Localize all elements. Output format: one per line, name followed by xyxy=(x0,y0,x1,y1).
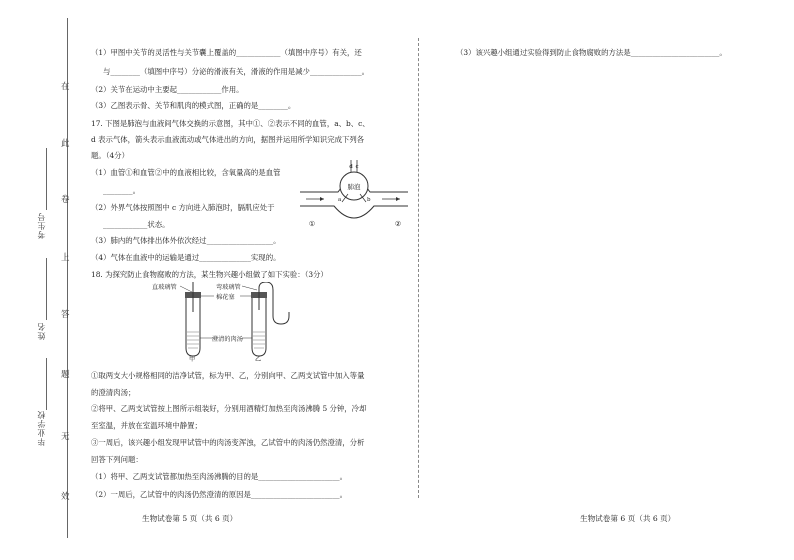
alveolus-label: 肺泡 xyxy=(347,183,361,191)
school-fill-line xyxy=(46,358,47,410)
label-broth: 澄清的肉汤 xyxy=(212,336,243,343)
label-yi: 乙 xyxy=(255,356,262,363)
q17-stem-line2: d 表示气体，箭头表示血液流动或气体进出的方向，据图并运用所学知识完成下列各 xyxy=(91,135,365,144)
q18-step3-line1: ③一周后，该兴趣小组发现甲试管中的肉汤变浑浊，乙试管中的肉汤仍然澄清，分析 xyxy=(91,438,365,447)
broth-yi xyxy=(253,332,265,348)
q18-step3-line2: 回答下列问题： xyxy=(91,455,143,464)
left-footer: 生物试卷第 5 页（共 6 页） xyxy=(142,514,238,523)
page-divider xyxy=(418,38,419,498)
seal-char: 答 xyxy=(61,310,70,320)
name-fill-line xyxy=(46,258,47,320)
seal-char: 上 xyxy=(61,253,70,263)
seal-char: 无 xyxy=(61,432,70,442)
exam-number-fill-line xyxy=(46,148,47,210)
vessel-2-label: ② xyxy=(394,220,402,228)
gas-label-c: c xyxy=(355,164,359,170)
seal-char: 卷 xyxy=(61,195,70,205)
right-footer: 生物试卷第 6 页（共 6 页） xyxy=(580,514,676,523)
label-cotton-plug: 棉花塞 xyxy=(216,294,235,301)
q16-2: （2）关节在运动中主要起____________作用。 xyxy=(91,85,244,94)
q17-1-line2: ________。 xyxy=(103,186,140,195)
exam-number-label: 考生号 xyxy=(37,212,46,239)
q17-2-line1: （2）外界气体按照图中 c 方向进入肺泡时，膈肌应处于 xyxy=(91,203,275,212)
q16-1-line1: （1）甲图中关节的灵活性与关节囊上覆盖的____________（填图中序号）有关，还 xyxy=(91,48,362,57)
alveolus-diagram xyxy=(298,158,410,230)
seal-char: 此 xyxy=(61,139,70,149)
bent-glass-tube xyxy=(259,282,289,324)
label-straight-tube: 直玻璃管 xyxy=(152,284,177,291)
q17-2-line2: ____________状态。 xyxy=(103,220,170,229)
q17-1-line1: （1）血管①和血管②中的血液相比较，含氧量高的是血管 xyxy=(91,168,281,177)
flow-arrowhead-right xyxy=(396,197,400,201)
test-tube-diagram xyxy=(150,282,330,364)
q17-4: （4）气体在血液中的运输是通过______________实现的。 xyxy=(91,253,281,262)
q17-3: （3）肺内的气体排出体外依次经过__________________。 xyxy=(91,236,281,245)
q16-1-line2: 与________（填图中序号）分泌的滑液有关，滑液的作用是减少______________。 xyxy=(103,67,370,76)
q18-step1-line2: 的澄清肉汤； xyxy=(91,388,136,397)
seal-char: 在 xyxy=(61,82,70,92)
q17-stem-line1: 17. 下图是肺泡与血液间气体交换的示意图，其中①、②表示不同的血管，a、b、c、 xyxy=(91,119,370,128)
q18-1: （1）将甲、乙两支试管都加热至肉汤沸腾的目的是______________________。 xyxy=(91,472,347,481)
vessel-lower-wall xyxy=(300,206,408,218)
q16-3: （3）乙图表示骨、关节和肌肉的模式图，正确的是________。 xyxy=(91,101,296,110)
q18-step2-line1: ②将甲、乙两支试管按上图所示组装好，分别用酒精灯加热至肉汤沸腾 5 分钟，冷却 xyxy=(91,404,367,413)
name-label: 姓名 xyxy=(37,322,46,340)
seal-char: 题 xyxy=(61,370,70,380)
label-bent-tube: 弯玻璃管 xyxy=(216,284,241,291)
vessel-1-label: ① xyxy=(308,220,316,228)
broth-jia xyxy=(187,332,199,348)
gas-label-b: b xyxy=(367,197,371,203)
q18-step2-line2: 至室温，并放在室温环境中静置； xyxy=(91,421,202,430)
label-jia: 甲 xyxy=(189,356,196,363)
q18-2: （2）一周后，乙试管中的肉汤仍然澄清的原因是________________________。 xyxy=(91,490,347,499)
flow-arrowhead-left xyxy=(320,197,324,201)
q18-3: （3）该兴趣小组通过实验得到防止食物腐败的方法是________________________。 xyxy=(456,48,727,57)
q18-stem: 18. 为探究防止食物腐败的方法，某生物兴趣小组做了如下实验：（3分） xyxy=(91,270,328,279)
gas-label-d: d xyxy=(349,164,353,170)
gas-label-a: a xyxy=(338,197,342,203)
seal-char: 效 xyxy=(61,492,70,502)
q18-step1-line1: ①取两支大小规格相同的洁净试管，标为甲、乙，分别向甲、乙两支试管中加入等量 xyxy=(91,371,365,380)
binding-line xyxy=(67,18,68,538)
school-label: 毕业学校 xyxy=(37,410,46,446)
q17-stem-line3: 题。（4分） xyxy=(91,151,129,160)
